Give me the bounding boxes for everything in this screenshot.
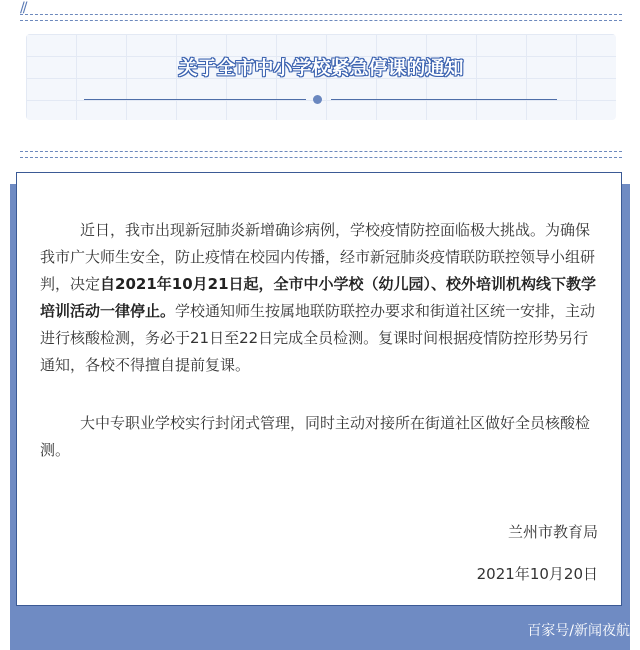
notice-paragraph-2: 大中专职业学校实行封闭式管理，同时主动对接所在街道社区做好全员核酸检测。 (40, 414, 591, 459)
signature: 兰州市教育局 (507, 523, 598, 541)
title-panel (26, 34, 616, 120)
mid-divider (20, 157, 622, 158)
top-divider (20, 14, 622, 15)
paragraph-1-text: 近日，我市出现新冠肺炎新增确诊病例，学校疫情防控面临极大挑战。为确保我市广大师生安全，防止疫情在校园内传播，经市新冠肺炎疫情联防联控领导小组研判，决定 (40, 221, 596, 293)
title-rule-right (331, 99, 557, 100)
source-watermark: 百家号/新闻夜航 (527, 623, 630, 639)
slash-decoration: // (20, 0, 26, 16)
title-rule-left (84, 99, 306, 100)
title-dot (313, 95, 322, 104)
notice-paragraph-1 (40, 217, 600, 379)
top-divider (20, 20, 622, 21)
page-title: 关于全市中小学校紧急停课的通知 (178, 57, 464, 79)
paragraph-1-emphasis: 自2021年10月21日起，全市中小学校（幼儿园）、校外培训机构线下教学培训活动一律停止。 (40, 275, 597, 320)
mid-divider (20, 151, 622, 152)
notice-date: 2021年10月20日 (476, 565, 598, 583)
paragraph-1-text-cont: 学校通知师生按属地联防联控办要求和街道社区统一安排，主动进行核酸检测，务必于21日至22日完成全员检测。复课时间根据疫情防控形势另行通知，各校不得擅自提前复课。 (40, 302, 596, 374)
